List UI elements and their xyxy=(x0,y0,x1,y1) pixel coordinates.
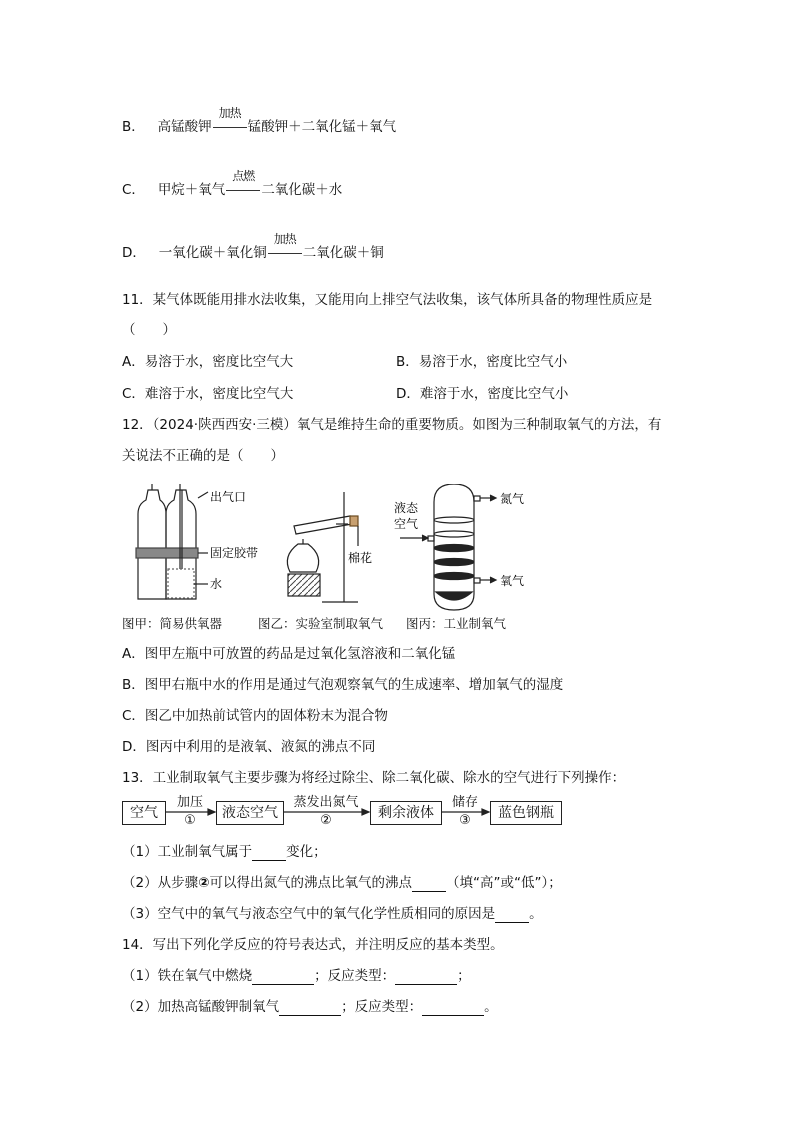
label-liquid-air-2: 空气 xyxy=(394,517,419,531)
q14-sub1: （1）铁在氧气中燃烧 ；反应类型： ； xyxy=(122,968,471,984)
heating-setup-diagram xyxy=(287,492,358,602)
flow-box-liquid-air: 液态空气 xyxy=(216,801,284,825)
q14-sub2: （2）加热高锰酸钾制氧气 ；反应类型： 。 xyxy=(122,999,498,1015)
apparatus-diagram xyxy=(122,484,542,612)
reaction-arrow: 加热 xyxy=(267,244,303,262)
answer-blank[interactable] xyxy=(422,1001,484,1016)
q13-flowchart xyxy=(122,795,572,831)
q11-option-c: C．难溶于水，密度比空气大 xyxy=(122,386,294,402)
caption-bing: 图丙：工业制氧气 xyxy=(406,616,507,631)
option-b: B． 高锰酸钾 加热 锰酸钾＋二氧化锰＋氧气 xyxy=(122,106,397,135)
q13-sub1: （1）工业制氧气属于 变化； xyxy=(122,844,327,860)
q12-option-c: C．图乙中加热前试管内的固体粉末为混合物 xyxy=(122,708,388,724)
q13-sub2: （2）从步骤②可以得出氮气的沸点比氧气的沸点 （填“高”或“低”）； xyxy=(122,875,562,891)
reaction-arrow: 点燃 xyxy=(225,181,261,199)
label-liquid-air-1: 液态 xyxy=(394,501,419,515)
bottles-diagram xyxy=(136,484,208,599)
q12-figure xyxy=(122,484,542,612)
q12-stem-2: 关说法不正确的是（ ） xyxy=(122,448,284,464)
q11-stem: 11．某气体既能用排水法收集，又能用向上排空气法收集，该气体所具备的物理性质应是 xyxy=(122,292,653,308)
q14-stem: 14．写出下列化学反应的符号表达式，并注明反应的基本类型。 xyxy=(122,937,504,953)
flow-step-3-num: ③ xyxy=(459,813,471,828)
q12-option-a: A．图甲左瓶中可放置的药品是过氧化氢溶液和二氧化锰 xyxy=(122,646,456,662)
answer-blank[interactable] xyxy=(412,877,446,892)
q13-stem: 13．工业制取氧气主要步骤为将经过除尘、除二氧化碳、除水的空气进行下列操作： xyxy=(122,770,626,786)
q12-option-d: D．图丙中利用的是液氧、液氮的沸点不同 xyxy=(122,739,376,755)
q11-option-b: B．易溶于水，密度比空气小 xyxy=(396,354,568,370)
flow-box-remaining-liquid: 剩余液体 xyxy=(370,801,442,825)
q11-option-d: D．难溶于水，密度比空气小 xyxy=(396,386,569,402)
label-outlet: 出气口 xyxy=(210,490,247,504)
answer-blank[interactable] xyxy=(395,970,457,985)
label-oxygen: 氧气 xyxy=(500,574,525,588)
label-nitrogen: 氮气 xyxy=(500,492,525,506)
option-d: D． 一氧化碳＋氧化铜 加热 二氧化碳＋铜 xyxy=(122,232,384,261)
reaction-arrow: 加热 xyxy=(212,118,248,136)
q12-option-b: B．图甲右瓶中水的作用是通过气泡观察氧气的生成速率、增加氧气的湿度 xyxy=(122,677,564,693)
caption-yi: 图乙：实验室制取氧气 xyxy=(258,616,384,631)
label-tape: 固定胶带 xyxy=(210,546,259,560)
flow-arrows xyxy=(122,795,572,831)
flow-step-3-label: 储存 xyxy=(451,795,478,810)
q11-paren: （ ） xyxy=(122,322,176,338)
flow-step-1-num: ① xyxy=(184,813,196,828)
answer-blank[interactable] xyxy=(279,1001,341,1016)
caption-jia: 图甲：简易供氧器 xyxy=(122,616,223,631)
flow-step-1-label: 加压 xyxy=(176,795,203,810)
flow-step-2-label: 蒸发出氮气 xyxy=(293,795,359,810)
q13-sub3: （3）空气中的氧气与液态空气中的氧气化学性质相同的原因是 。 xyxy=(122,906,543,922)
flow-box-air: 空气 xyxy=(122,801,166,825)
answer-blank[interactable] xyxy=(252,970,314,985)
answer-blank[interactable] xyxy=(252,846,286,861)
flow-step-2-num: ② xyxy=(320,813,332,828)
label-water: 水 xyxy=(210,577,223,591)
label-cotton: 棉花 xyxy=(348,551,373,565)
answer-blank[interactable] xyxy=(495,908,529,923)
flow-box-steel-cylinder: 蓝色钢瓶 xyxy=(490,801,562,825)
q11-option-a: A．易溶于水，密度比空气大 xyxy=(122,354,294,370)
option-c: C． 甲烷＋氧气 点燃 二氧化碳＋水 xyxy=(122,169,343,198)
q12-stem-1: 12．（2024·陕西西安·三模）氧气是维持生命的重要物质。如图为三种制取氧气的方法，有 xyxy=(122,417,662,433)
